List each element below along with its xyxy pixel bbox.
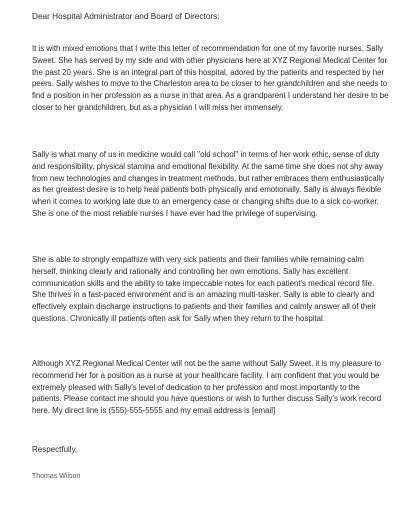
letter-paragraph-1: It is with mixed emotions that I write this letter of recommendation for one of my favorite nurses, Sally Sweet. She has served by my side and with other physicians here at XYZ Regional Medical Center for the past 20 years. She is an integral part of this hospital, adored by the patients and respected by her peers. Sally wishes to move to the Charleston area to be closer to her grandchildren and she needs to find a position in her profession as a nurse in that area. As a grandparent I understand her desire to be closer to her grandchildren, but as a physician I will miss her immensely. <box>32 44 389 112</box>
letter-signature: Thomas Wilson <box>32 473 81 480</box>
letter-salutation: Dear Hospital Administrator and Board of Directors: <box>32 12 220 21</box>
letter-paragraph-2: Sally is what many of us in medicine would call "old school" in terms of her work ethic, sense of duty and responsibility, physical stamina and emotional flexibility. At the same time she does not shy away from new technologies and changes in treatment methods, but rather embraces them enthusiastically as her greatest desire is to help heal patients both physically and emotionally. Sally is always flexible when it comes to working late due to an emergency case or changing shifts due to a sick co-worker. She is one of the most reliable nurses I have ever had the privilege of supervising. <box>32 150 385 218</box>
letter-paragraph-4: Although XYZ Regional Medical Center will not be the same without Sally Sweet, it is my pleasure to recommend her for a position as a nurse at your healthcare facility. I am confident that you would be extremely pleased with Sally's level of dedication to her profession and most importantly to the patients. Please contact me should you have questions or wish to further discuss Sally's work record here. My direct line is (555)-555-5555 and my email address is [email] <box>32 359 382 415</box>
letter-closing: Respectfully, <box>32 445 78 454</box>
letter-paragraph-3: She is able to strongly empathize with very sick patients and their families while remaining calm herself, thinking clearly and rationally and controlling her own emotions. Sally has excellent communication skills and the ability to take impeccable notes for each patient's medical record file. She thrives in a fast-paced environment and is an amazing multi-tasker. Sally is able to clearly and effectively explain discharge instructions to patients and their families and calmly answer all of their questions. Chronically ill patients often ask for Sally when they return to the hospital. <box>32 255 376 323</box>
